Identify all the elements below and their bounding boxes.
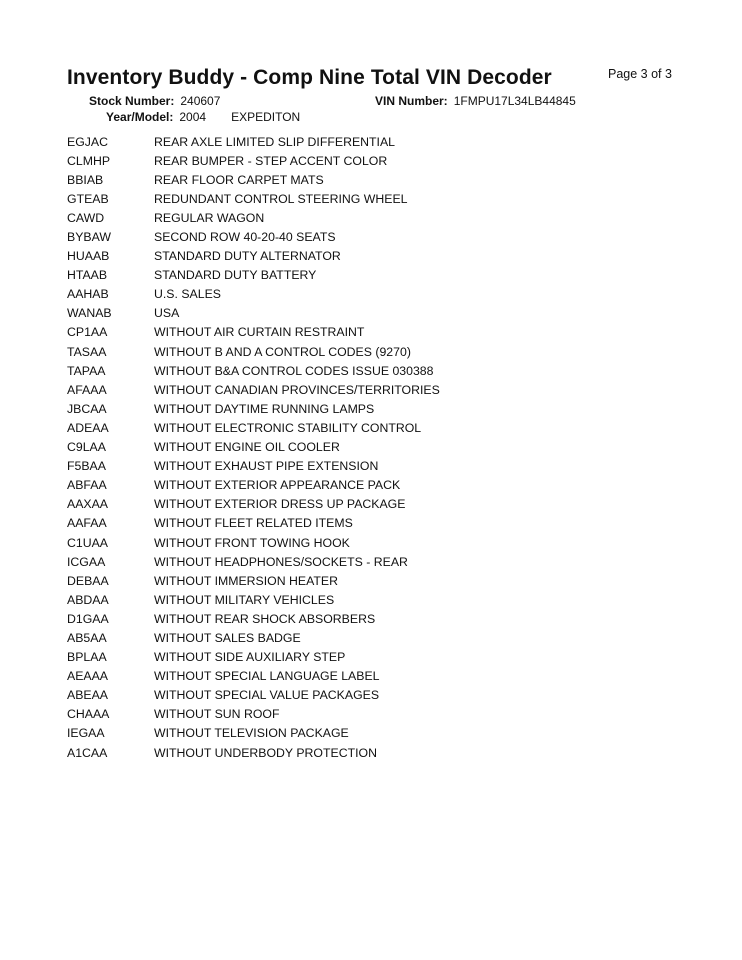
option-code: HUAAB: [67, 249, 110, 264]
vin-number-label: VIN Number:: [375, 94, 448, 108]
option-code: AAXAA: [67, 497, 109, 512]
option-code: CLMHP: [67, 153, 111, 168]
stock-number-label: Stock Number:: [89, 94, 175, 108]
option-code-row: [67, 361, 440, 380]
option-code-row: [67, 380, 440, 399]
option-code: TAPAA: [67, 363, 106, 378]
option-code-row: [67, 667, 440, 686]
option-code-row: [67, 247, 440, 266]
option-code: F5BAA: [67, 459, 106, 474]
option-code: HTAAB: [67, 268, 108, 283]
option-description: WITHOUT UNDERBODY PROTECTION: [154, 745, 377, 760]
option-description: WITHOUT CANADIAN PROVINCES/TERRITORIES: [154, 382, 440, 397]
option-code-row: [67, 457, 440, 476]
option-description: WITHOUT FLEET RELATED ITEMS: [154, 516, 353, 531]
option-description: WITHOUT AIR CURTAIN RESTRAINT: [154, 325, 365, 340]
option-code: D1GAA: [67, 611, 109, 626]
option-code: CHAAA: [67, 707, 110, 722]
year-model-field: [106, 110, 300, 124]
option-description: WITHOUT SUN ROOF: [154, 707, 280, 722]
option-code: CAWD: [67, 210, 105, 225]
option-code-row: [67, 648, 440, 667]
option-code-row: [67, 476, 440, 495]
option-description: WITHOUT SIDE AUXILIARY STEP: [154, 650, 346, 665]
option-code: AAFAA: [67, 516, 107, 531]
option-description: WITHOUT EXHAUST PIPE EXTENSION: [154, 459, 379, 474]
option-description: REAR AXLE LIMITED SLIP DIFFERENTIAL: [154, 134, 395, 149]
option-code-row: [67, 514, 440, 533]
option-code: CP1AA: [67, 325, 108, 340]
option-code: GTEAB: [67, 191, 109, 206]
option-code: A1CAA: [67, 745, 108, 760]
option-code: ABDAA: [67, 592, 109, 607]
option-code: AEAAA: [67, 669, 109, 684]
option-code-row: [67, 705, 440, 724]
vin-number-value: 1FMPU17L34LB44845: [453, 94, 576, 108]
option-description: WITHOUT ENGINE OIL COOLER: [154, 440, 340, 455]
option-code-row: [67, 438, 440, 457]
year-model-label: Year/Model:: [106, 110, 174, 124]
option-code: ABEAA: [67, 688, 109, 703]
option-code-row: [67, 399, 440, 418]
option-code: TASAA: [67, 344, 107, 359]
model-value: EXPEDITON: [231, 110, 301, 124]
option-code: AAHAB: [67, 287, 109, 302]
option-code-row: [67, 227, 440, 246]
option-description: REAR BUMPER - STEP ACCENT COLOR: [154, 153, 388, 168]
option-code-row: [67, 266, 440, 285]
option-description: U.S. SALES: [154, 287, 221, 302]
option-description: WITHOUT B&A CONTROL CODES ISSUE 030388: [154, 363, 434, 378]
option-description: STANDARD DUTY BATTERY: [154, 268, 317, 283]
option-description: WITHOUT EXTERIOR DRESS UP PACKAGE: [154, 497, 406, 512]
option-description: WITHOUT IMMERSION HEATER: [154, 573, 338, 588]
option-description: STANDARD DUTY ALTERNATOR: [154, 249, 341, 264]
option-description: WITHOUT MILITARY VEHICLES: [154, 592, 335, 607]
option-description: USA: [154, 306, 180, 321]
option-code-row: [67, 170, 440, 189]
option-code-row: [67, 628, 440, 647]
option-code: IEGAA: [67, 726, 105, 741]
option-description: REDUNDANT CONTROL STEERING WHEEL: [154, 191, 408, 206]
option-description: WITHOUT EXTERIOR APPEARANCE PACK: [154, 478, 401, 493]
option-code-row: [67, 285, 440, 304]
option-code: DEBAA: [67, 573, 109, 588]
option-code-row: [67, 571, 440, 590]
option-description: WITHOUT SALES BADGE: [154, 630, 301, 645]
option-code-row: [67, 743, 440, 762]
option-code: ICGAA: [67, 554, 106, 569]
year-value: 2004: [179, 110, 207, 124]
stock-number-field: [89, 94, 220, 108]
option-code-row: [67, 342, 440, 361]
option-code-row: [67, 304, 440, 323]
option-code: WANAB: [67, 306, 112, 321]
option-code: BBIAB: [67, 172, 104, 187]
option-code: C9LAA: [67, 440, 106, 455]
option-code-row: [67, 609, 440, 628]
option-code-row: [67, 552, 440, 571]
option-code-row: [67, 189, 440, 208]
option-description: WITHOUT REAR SHOCK ABSORBERS: [154, 611, 376, 626]
option-description: WITHOUT B AND A CONTROL CODES (9270): [154, 344, 411, 359]
option-code-row: [67, 208, 440, 227]
stock-number-value: 240607: [180, 94, 221, 108]
option-code-row: [67, 495, 440, 514]
option-code: C1UAA: [67, 535, 109, 550]
option-code-row: [67, 590, 440, 609]
option-code-row: [67, 418, 440, 437]
option-description: REGULAR WAGON: [154, 210, 265, 225]
option-description: WITHOUT FRONT TOWING HOOK: [154, 535, 350, 550]
vin-number-field: [375, 94, 576, 108]
option-code-row: [67, 724, 440, 743]
page-indicator: Page 3 of 3: [608, 67, 672, 81]
report-title: Inventory Buddy - Comp Nine Total VIN Decoder: [67, 66, 552, 89]
option-code-list: [67, 132, 440, 762]
option-code: JBCAA: [67, 401, 107, 416]
option-code-row: [67, 533, 440, 552]
option-description: WITHOUT SPECIAL LANGUAGE LABEL: [154, 669, 380, 684]
option-code-row: [67, 132, 440, 151]
option-code: ABFAA: [67, 478, 107, 493]
option-description: WITHOUT HEADPHONES/SOCKETS - REAR: [154, 554, 408, 569]
option-code-row: [67, 151, 440, 170]
option-code-row: [67, 686, 440, 705]
option-code: BPLAA: [67, 650, 107, 665]
option-code: AFAAA: [67, 382, 107, 397]
option-code: BYBAW: [67, 230, 111, 245]
option-code: AB5AA: [67, 630, 107, 645]
option-code: ADEAA: [67, 420, 109, 435]
option-code-row: [67, 323, 440, 342]
option-description: REAR FLOOR CARPET MATS: [154, 172, 324, 187]
option-description: WITHOUT ELECTRONIC STABILITY CONTROL: [154, 420, 422, 435]
option-description: WITHOUT TELEVISION PACKAGE: [154, 726, 349, 741]
option-description: SECOND ROW 40-20-40 SEATS: [154, 230, 336, 245]
option-code: EGJAC: [67, 134, 108, 149]
option-description: WITHOUT DAYTIME RUNNING LAMPS: [154, 401, 375, 416]
option-description: WITHOUT SPECIAL VALUE PACKAGES: [154, 688, 380, 703]
